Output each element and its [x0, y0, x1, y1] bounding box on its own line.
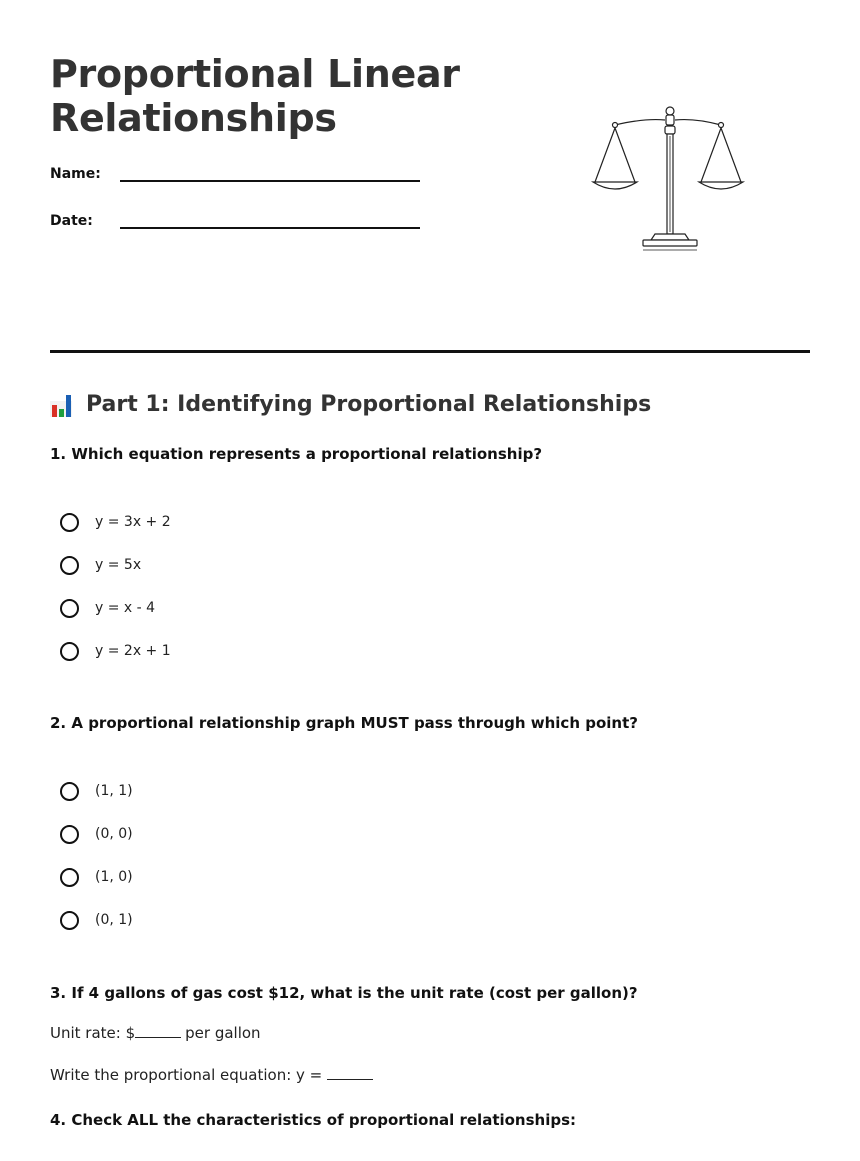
- unit-rate-blank[interactable]: [135, 1025, 181, 1038]
- radio-button[interactable]: [60, 599, 79, 618]
- radio-button[interactable]: [60, 556, 79, 575]
- option-label: (1, 1): [95, 783, 133, 799]
- question-1: 1. Which equation represents a proportional relationship?: [50, 445, 543, 463]
- option-label: y = 3x + 2: [95, 514, 171, 530]
- page-title: Proportional Linear Relationships: [50, 52, 460, 140]
- name-field[interactable]: [50, 166, 430, 190]
- radio-button[interactable]: [60, 642, 79, 661]
- q1-option-3[interactable]: [60, 596, 155, 620]
- q2-option-4[interactable]: [60, 908, 133, 932]
- balance-scale-icon: [585, 100, 755, 260]
- unit-rate-line: [50, 1024, 261, 1042]
- equation-blank[interactable]: [327, 1067, 373, 1080]
- q1-option-1[interactable]: [60, 510, 171, 534]
- unit-rate-prefix: Unit rate: $: [50, 1024, 136, 1042]
- option-label: (0, 1): [95, 912, 133, 928]
- date-label: Date:: [50, 213, 93, 229]
- question-4: 4. Check ALL the characteristics of proportional relationships:: [50, 1111, 577, 1129]
- date-field[interactable]: [50, 213, 430, 237]
- radio-button[interactable]: [60, 825, 79, 844]
- option-label: (1, 0): [95, 869, 133, 885]
- part1-heading: [50, 388, 651, 420]
- q2-option-3[interactable]: [60, 865, 133, 889]
- radio-button[interactable]: [60, 782, 79, 801]
- option-label: y = 5x: [95, 557, 142, 573]
- radio-button[interactable]: [60, 868, 79, 887]
- radio-button[interactable]: [60, 911, 79, 930]
- equation-line: [50, 1066, 377, 1084]
- option-label: y = 2x + 1: [95, 643, 171, 659]
- question-3: 3. If 4 gallons of gas cost $12, what is the unit rate (cost per gallon)?: [50, 984, 638, 1002]
- unit-rate-suffix: per gallon: [185, 1024, 261, 1042]
- bar-chart-icon: [50, 391, 74, 417]
- q2-option-2[interactable]: [60, 822, 133, 846]
- date-input-line[interactable]: [120, 227, 420, 229]
- option-label: y = x - 4: [95, 600, 156, 616]
- part1-heading-text: Part 1: Identifying Proportional Relationships: [86, 391, 652, 417]
- q2-option-1[interactable]: [60, 779, 133, 803]
- radio-button[interactable]: [60, 513, 79, 532]
- option-label: (0, 0): [95, 826, 133, 842]
- equation-prefix: Write the proportional equation: y =: [50, 1066, 323, 1084]
- name-input-line[interactable]: [120, 180, 420, 182]
- section-divider: [50, 350, 810, 353]
- q1-option-2[interactable]: [60, 553, 141, 577]
- q1-option-4[interactable]: [60, 639, 171, 663]
- name-label: Name:: [50, 166, 101, 182]
- question-2: 2. A proportional relationship graph MUST pass through which point?: [50, 714, 638, 732]
